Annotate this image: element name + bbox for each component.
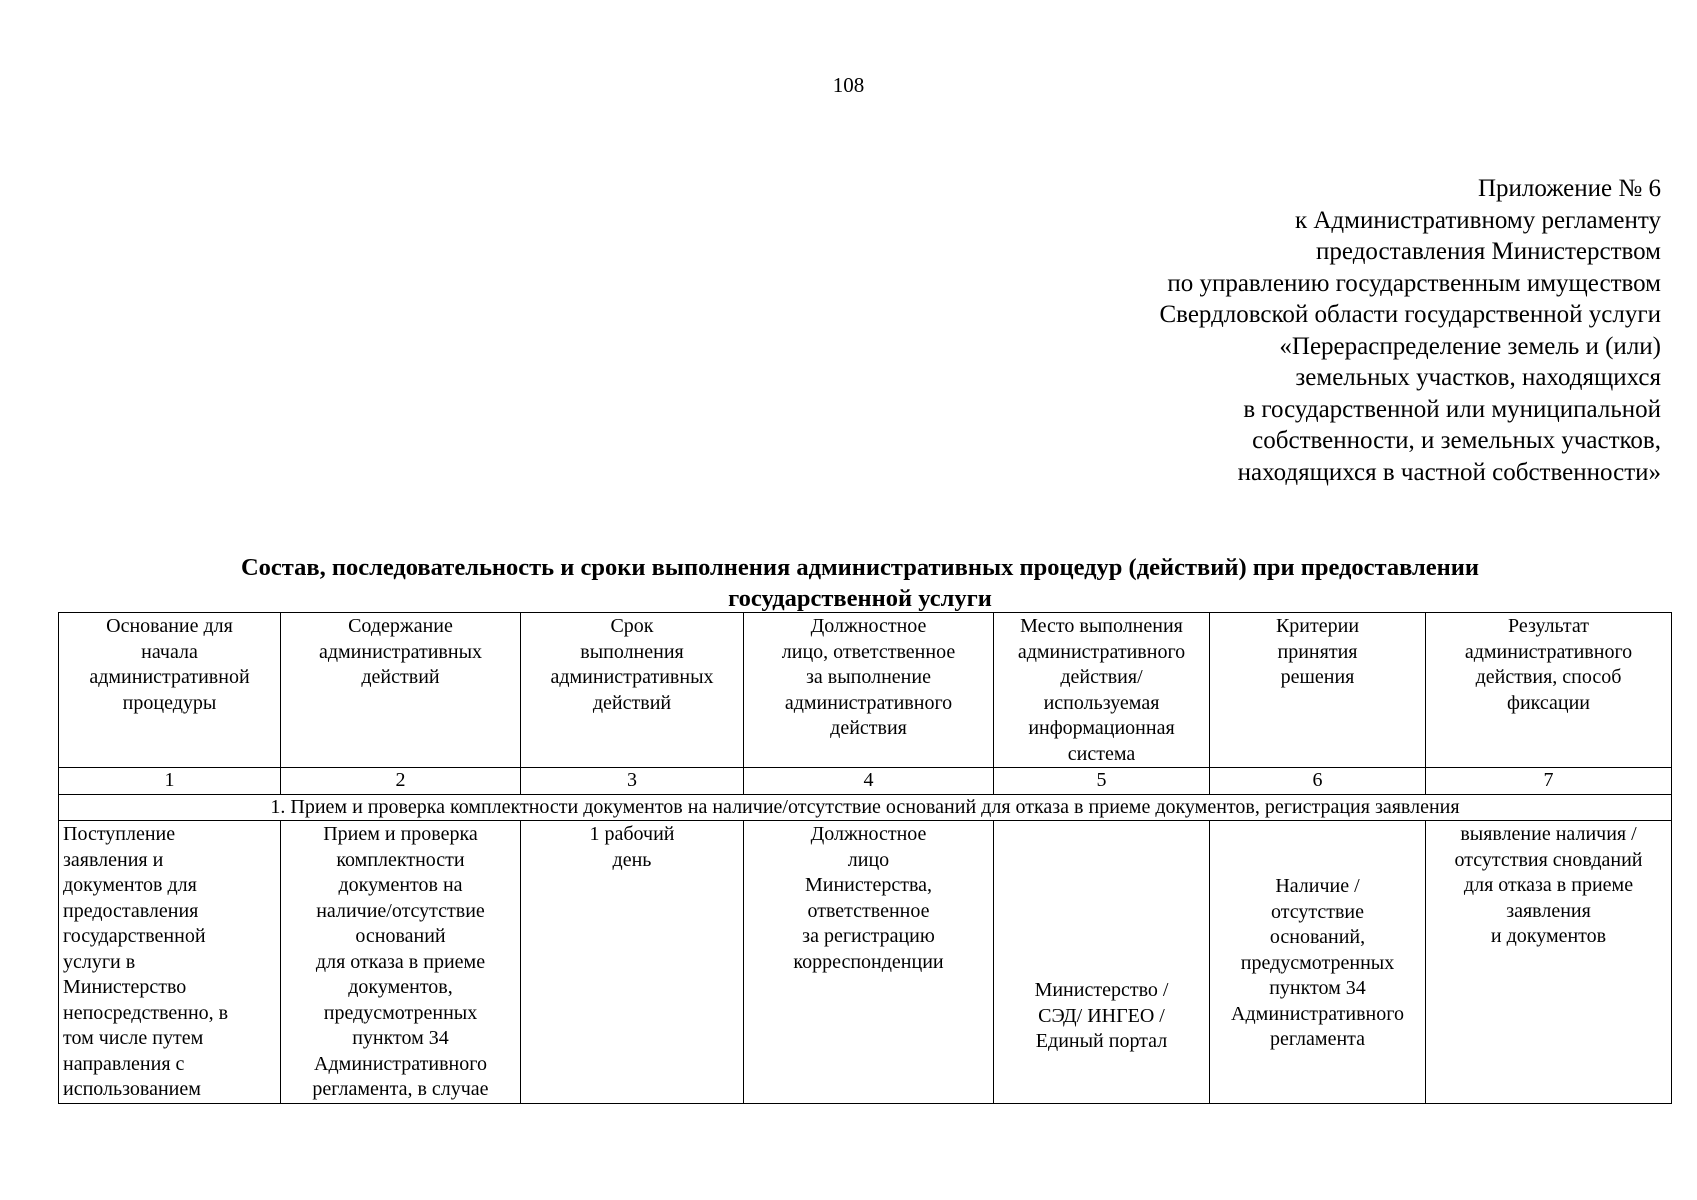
header-line: лицо, ответственное bbox=[781, 640, 956, 663]
appendix-line: к Административному регламенту bbox=[1294, 206, 1661, 234]
cell-line: СЭД/ ИНГЕО / bbox=[1038, 1004, 1165, 1027]
cell-line: пунктом 34 bbox=[1269, 977, 1366, 999]
cell-line: услуги в bbox=[63, 950, 136, 973]
header-line: действий bbox=[361, 666, 440, 688]
section-title: 1. Прием и проверка комплектности документов на наличие/отсутствие оснований для отказа в приеме документов, регистрация заявления bbox=[59, 794, 1672, 821]
section-row bbox=[59, 794, 1672, 821]
cell-line: наличие/отсутствие bbox=[316, 899, 485, 922]
cell-line: заявления bbox=[1506, 899, 1591, 922]
header-line: административных bbox=[550, 666, 714, 688]
column-number: 4 bbox=[744, 768, 994, 795]
header-line: Основание для bbox=[106, 615, 233, 637]
appendix-line: находящихся в частной собственности» bbox=[1237, 458, 1661, 486]
column-number: 3 bbox=[521, 768, 744, 795]
header-line: Содержание bbox=[348, 615, 453, 637]
header-line: административного bbox=[1464, 640, 1633, 663]
header-line: используемая bbox=[1043, 691, 1160, 714]
header-line: фиксации bbox=[1507, 691, 1590, 714]
cell-line: непосредственно, в bbox=[63, 1001, 229, 1024]
cell-line: оснований, bbox=[1269, 926, 1366, 948]
header-line: административного bbox=[784, 691, 953, 714]
cell-line: ответственное bbox=[807, 899, 930, 922]
cell-line: для отказа в приеме bbox=[315, 950, 486, 973]
header-line: Место выполнения bbox=[1020, 615, 1183, 637]
header-line: решения bbox=[1280, 666, 1355, 688]
cell-line: комплектности bbox=[336, 848, 465, 871]
column-number: 2 bbox=[281, 768, 521, 795]
header-line: Срок bbox=[610, 615, 654, 637]
header-line: принятия bbox=[1277, 640, 1358, 663]
procedures-table bbox=[58, 612, 1672, 1104]
cell-line: Должностное bbox=[810, 823, 927, 845]
cell-term bbox=[521, 821, 744, 1104]
header-content bbox=[281, 613, 521, 768]
cell-line: регламента bbox=[1269, 1028, 1366, 1050]
cell-line: лицо bbox=[847, 848, 890, 871]
appendix-line: предоставления Министерством bbox=[1316, 238, 1661, 265]
page-number: 108 bbox=[832, 73, 865, 97]
cell-line: предусмотренных bbox=[323, 1001, 478, 1024]
header-term bbox=[521, 613, 744, 768]
header-line: система bbox=[1067, 742, 1136, 765]
cell-line: документов для bbox=[63, 874, 197, 896]
cell-line: Наличие / bbox=[1275, 875, 1360, 897]
cell-line: отсутствия сновданий bbox=[1454, 848, 1643, 871]
cell-line: для отказа в приеме bbox=[1463, 874, 1634, 896]
header-line: Должностное bbox=[810, 615, 927, 637]
header-line: выполнения bbox=[580, 640, 684, 663]
column-number: 1 bbox=[59, 768, 281, 795]
header-line: административных bbox=[318, 640, 483, 663]
appendix-line: по управлению государственным имуществом bbox=[1167, 269, 1661, 297]
cell-line: 1 рабочий bbox=[589, 823, 675, 845]
column-number: 5 bbox=[994, 768, 1210, 795]
appendix-line: собственности, и земельных участков, bbox=[1252, 427, 1661, 454]
cell-line: Административного bbox=[1231, 1002, 1404, 1025]
header-line: информационная bbox=[1028, 717, 1175, 739]
header-line: начала bbox=[141, 640, 198, 663]
header-place bbox=[994, 613, 1210, 768]
cell-line: документов, bbox=[348, 976, 453, 998]
column-number: 6 bbox=[1210, 768, 1426, 795]
header-official bbox=[744, 613, 994, 768]
header-line: процедуры bbox=[122, 691, 217, 714]
cell-line: Министерство / bbox=[1034, 979, 1169, 1001]
cell-line: предоставления bbox=[63, 899, 199, 922]
cell-result bbox=[1426, 821, 1672, 1104]
cell-line: и документов bbox=[1490, 925, 1607, 947]
appendix-reference bbox=[841, 173, 1661, 488]
cell-line: Прием и проверка bbox=[323, 823, 478, 845]
cell-line: государственной bbox=[63, 925, 206, 947]
cell-line: документов на bbox=[338, 874, 463, 896]
appendix-line: Свердловской области государственной услуги bbox=[1159, 301, 1661, 328]
header-line: за выполнение bbox=[806, 666, 931, 688]
cell-line: заявления и bbox=[63, 848, 164, 871]
column-number-row bbox=[59, 768, 1672, 795]
table-header-row bbox=[59, 613, 1672, 768]
cell-line: Административного bbox=[314, 1052, 487, 1075]
cell-line: предусмотренных bbox=[1240, 951, 1395, 974]
cell-line: регламента, в случае bbox=[312, 1078, 489, 1100]
place-block bbox=[998, 978, 1205, 1055]
column-number: 7 bbox=[1426, 768, 1672, 795]
cell-line: направления с bbox=[63, 1052, 185, 1075]
cell-line: использованием bbox=[63, 1078, 201, 1100]
header-basis bbox=[59, 613, 281, 768]
cell-line: отсутствие bbox=[1271, 900, 1364, 923]
cell-line: Единый портал bbox=[1035, 1030, 1168, 1052]
cell-line: за регистрацию bbox=[802, 925, 935, 947]
cell-line: выявление наличия / bbox=[1460, 823, 1637, 845]
header-line: действий bbox=[592, 691, 672, 714]
cell-line: Поступление bbox=[63, 823, 176, 845]
header-line: действия bbox=[830, 717, 907, 739]
cell-basis bbox=[59, 821, 281, 1104]
appendix-line: Приложение № 6 bbox=[1477, 175, 1661, 202]
cell-line: пунктом 34 bbox=[352, 1027, 449, 1049]
cell-criteria bbox=[1210, 821, 1426, 1104]
header-line: Результат bbox=[1507, 615, 1589, 637]
criteria-block bbox=[1214, 874, 1421, 1053]
header-line: административного bbox=[1017, 640, 1186, 663]
cell-content bbox=[281, 821, 521, 1104]
title-line: Состав, последовательность и сроки выполнения административных процедур (действий) при предоставлении bbox=[240, 554, 1479, 581]
cell-line: Министерства, bbox=[804, 874, 933, 896]
appendix-line: земельных участков, находящихся bbox=[1295, 364, 1661, 391]
cell-official bbox=[744, 821, 994, 1104]
appendix-line: в государственной или муниципальной bbox=[1243, 395, 1661, 423]
header-criteria bbox=[1210, 613, 1426, 768]
table-row bbox=[59, 821, 1672, 1104]
header-line: административной bbox=[89, 666, 250, 688]
cell-line: том числе путем bbox=[63, 1027, 204, 1049]
title-line: государственной услуги bbox=[728, 585, 992, 612]
header-line: действия/ bbox=[1060, 666, 1143, 688]
header-result bbox=[1426, 613, 1672, 768]
cell-line: оснований bbox=[355, 925, 446, 947]
header-line: действия, способ bbox=[1475, 666, 1622, 688]
cell-line: корреспонденции bbox=[793, 950, 944, 973]
header-line: Критерии bbox=[1275, 615, 1360, 637]
document-title bbox=[58, 552, 1662, 614]
cell-line: Министерство bbox=[63, 976, 187, 998]
cell-line: день bbox=[612, 848, 652, 871]
cell-place bbox=[994, 821, 1210, 1104]
appendix-line: «Перераспределение земель и (или) bbox=[1279, 332, 1661, 360]
